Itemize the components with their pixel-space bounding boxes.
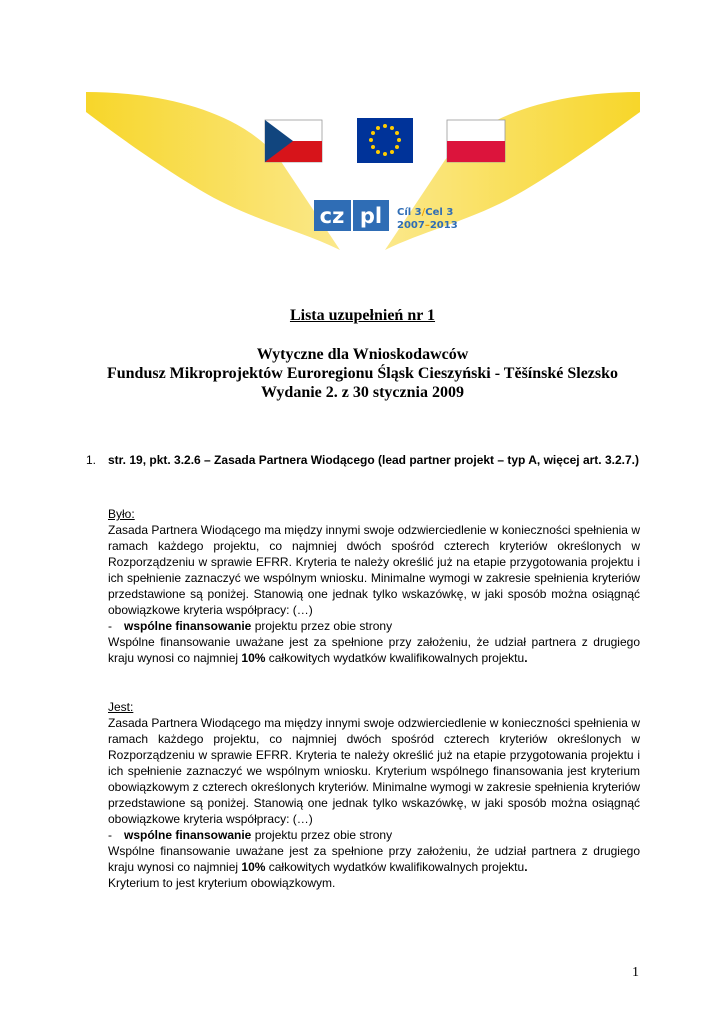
eu-flag bbox=[357, 118, 413, 163]
bullet-bold-text: wspólne finansowanie bbox=[124, 619, 252, 633]
section-before bbox=[108, 506, 640, 666]
logo-goal-line: Cíl 3/Cel 3 bbox=[397, 207, 454, 218]
section-after bbox=[108, 699, 640, 891]
yellow-swoosh-left bbox=[86, 92, 340, 250]
polish-flag bbox=[447, 120, 505, 162]
document-title: Lista uzupełnień nr 1 bbox=[289, 307, 436, 324]
czech-flag bbox=[265, 120, 322, 162]
bullet-bold-text: wspólne finansowanie bbox=[124, 828, 252, 842]
logo-cz-text: cz bbox=[319, 204, 345, 228]
after-closing-sentence: Kryterium to jest kryterium obowiązkowym. bbox=[108, 876, 336, 890]
item-heading-text: str. 19, pkt. 3.2.6 – Zasada Partnera Wiodącego (lead partner projekt – typ A, więcej art. 3.2.7.) bbox=[108, 453, 639, 467]
after-bullet bbox=[108, 827, 640, 843]
before-label: Było: bbox=[108, 507, 135, 521]
subtitle-fund: Fundusz Mikroprojektów Euroregionu Śląsk Cieszyński - Těšínské Slezsko bbox=[106, 365, 619, 382]
logo-years-line: 2007–2013 bbox=[397, 220, 458, 231]
document-subtitles bbox=[60, 345, 665, 402]
bullet-rest-text: projektu przez obie strony bbox=[251, 828, 393, 842]
subtitle-guidelines: Wytyczne dla Wnioskodawców bbox=[256, 346, 469, 363]
bullet-rest-text: projektu przez obie strony bbox=[251, 619, 393, 633]
bullet-dash: - bbox=[108, 828, 112, 842]
before-financing-paragraph: Wspólne finansowanie uważane jest za spełnione przy założeniu, że udział partnera z drugiego kraju wynosi co najmniej 10% całkowitych wydatków kwalifikowalnych projektu. bbox=[108, 635, 640, 665]
before-bullet bbox=[108, 618, 640, 634]
subtitle-edition: Wydanie 2. z 30 stycznia 2009 bbox=[261, 384, 464, 401]
after-label: Jest: bbox=[108, 700, 134, 714]
after-paragraph: Zasada Partnera Wiodącego ma między innymi swoje odzwierciedlenie w konieczności spełnienia w ramach każdego projektu, co najmniej dwóch spośród czterech kryteriów określonych w Rozporządzeniu w sprawie EFRR. Kryteria te należy określić już na etapie przygotowania projektu i ich spełnienie zaznaczyć we wspólnym wniosku. Kryterium wspólnego finansowania jest kryterium obowiązkowym z czterech określonych kryteriów. Minimalne wymogi w zakresie spełnienia kryteriów przedstawione są poniżej. Stanowią one jednak tylko wskazówkę, w jaki sposób można osiągnąć obowiązkowe kryteria współpracy: (…) bbox=[108, 716, 640, 826]
item-number: 1. bbox=[86, 453, 97, 467]
before-paragraph: Zasada Partnera Wiodącego ma między innymi swoje odzwierciedlenie w konieczności spełnienia w ramach każdego projektu, co najmniej dwóch spośród czterech kryteriów określonych w Rozporządzeniu w sprawie EFRR. Kryteria te należy określić już na etapie przygotowania projektu i ich spełnienie zaznaczyć we wspólnym wniosku. Minimalne wymogi w zakresie spełnienia kryteriów przedstawione są poniżej. Stanowią one jednak tylko wskazówkę, w jaki sposób można osiągnąć obowiązkowe kryteria współpracy: (…) bbox=[108, 523, 640, 617]
logo-pl-text: pl bbox=[359, 204, 383, 228]
page-number: 1 bbox=[632, 965, 639, 980]
header-banner bbox=[0, 0, 725, 260]
after-financing-paragraph: Wspólne finansowanie uważane jest za spełnione przy założeniu, że udział partnera z drugiego kraju wynosi co najmniej 10% całkowitych wydatków kwalifikowalnych projektu. bbox=[108, 844, 640, 874]
bullet-dash: - bbox=[108, 619, 112, 633]
